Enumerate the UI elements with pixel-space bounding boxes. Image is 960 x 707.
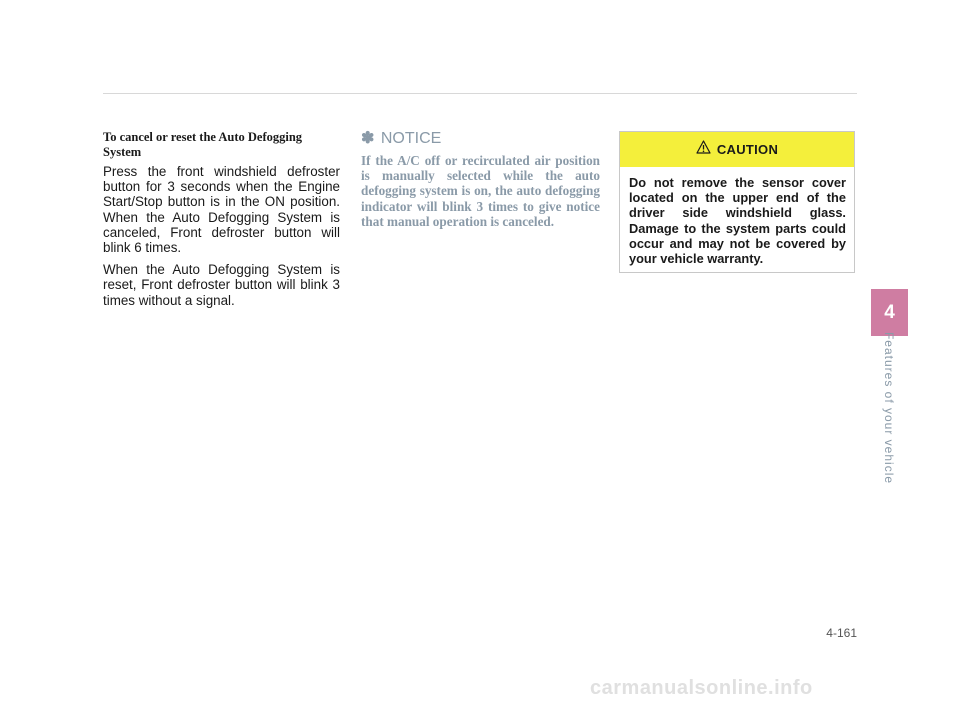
- chapter-title: Features of your vehicle: [882, 331, 896, 485]
- watermark: carmanualsonline.info: [590, 677, 813, 699]
- paragraph-2: When the Auto Defogging System is reset, Front defroster button will blink 3 times without a signal.: [103, 262, 340, 308]
- notice-body: If the A/C off or recirculated air position is manually selected while the auto defogging system is on, the auto defogging indicator will blink 3 times to give notice that manual operation is canceled.: [361, 153, 600, 229]
- paragraph-1: Press the front windshield defroster button for 3 seconds when the Engine Start/Stop button is in the ON position. When the Auto Defogging System is canceled, Front defroster button will blink 6 times.: [103, 164, 340, 256]
- notice-column: [361, 130, 600, 229]
- page-number: 4-161: [826, 626, 857, 640]
- chapter-tab: 4: [871, 289, 908, 336]
- notice-heading: [361, 130, 600, 148]
- asterisk-icon: ✽: [361, 130, 375, 147]
- left-column: [103, 130, 340, 315]
- caution-column: [619, 130, 857, 273]
- caution-label: CAUTION: [716, 142, 779, 157]
- section-subheading: To cancel or reset the Auto Defogging System: [103, 130, 303, 159]
- caution-header: [620, 132, 854, 167]
- caution-body: Do not remove the sensor cover located on the upper end of the driver side windshield glass. Damage to the system parts could occur and may not be covered by your vehicle warranty.: [629, 175, 846, 267]
- warning-triangle-icon: [696, 140, 711, 159]
- notice-title: NOTICE: [380, 130, 442, 147]
- top-divider: [103, 93, 857, 94]
- caution-box: [619, 131, 855, 273]
